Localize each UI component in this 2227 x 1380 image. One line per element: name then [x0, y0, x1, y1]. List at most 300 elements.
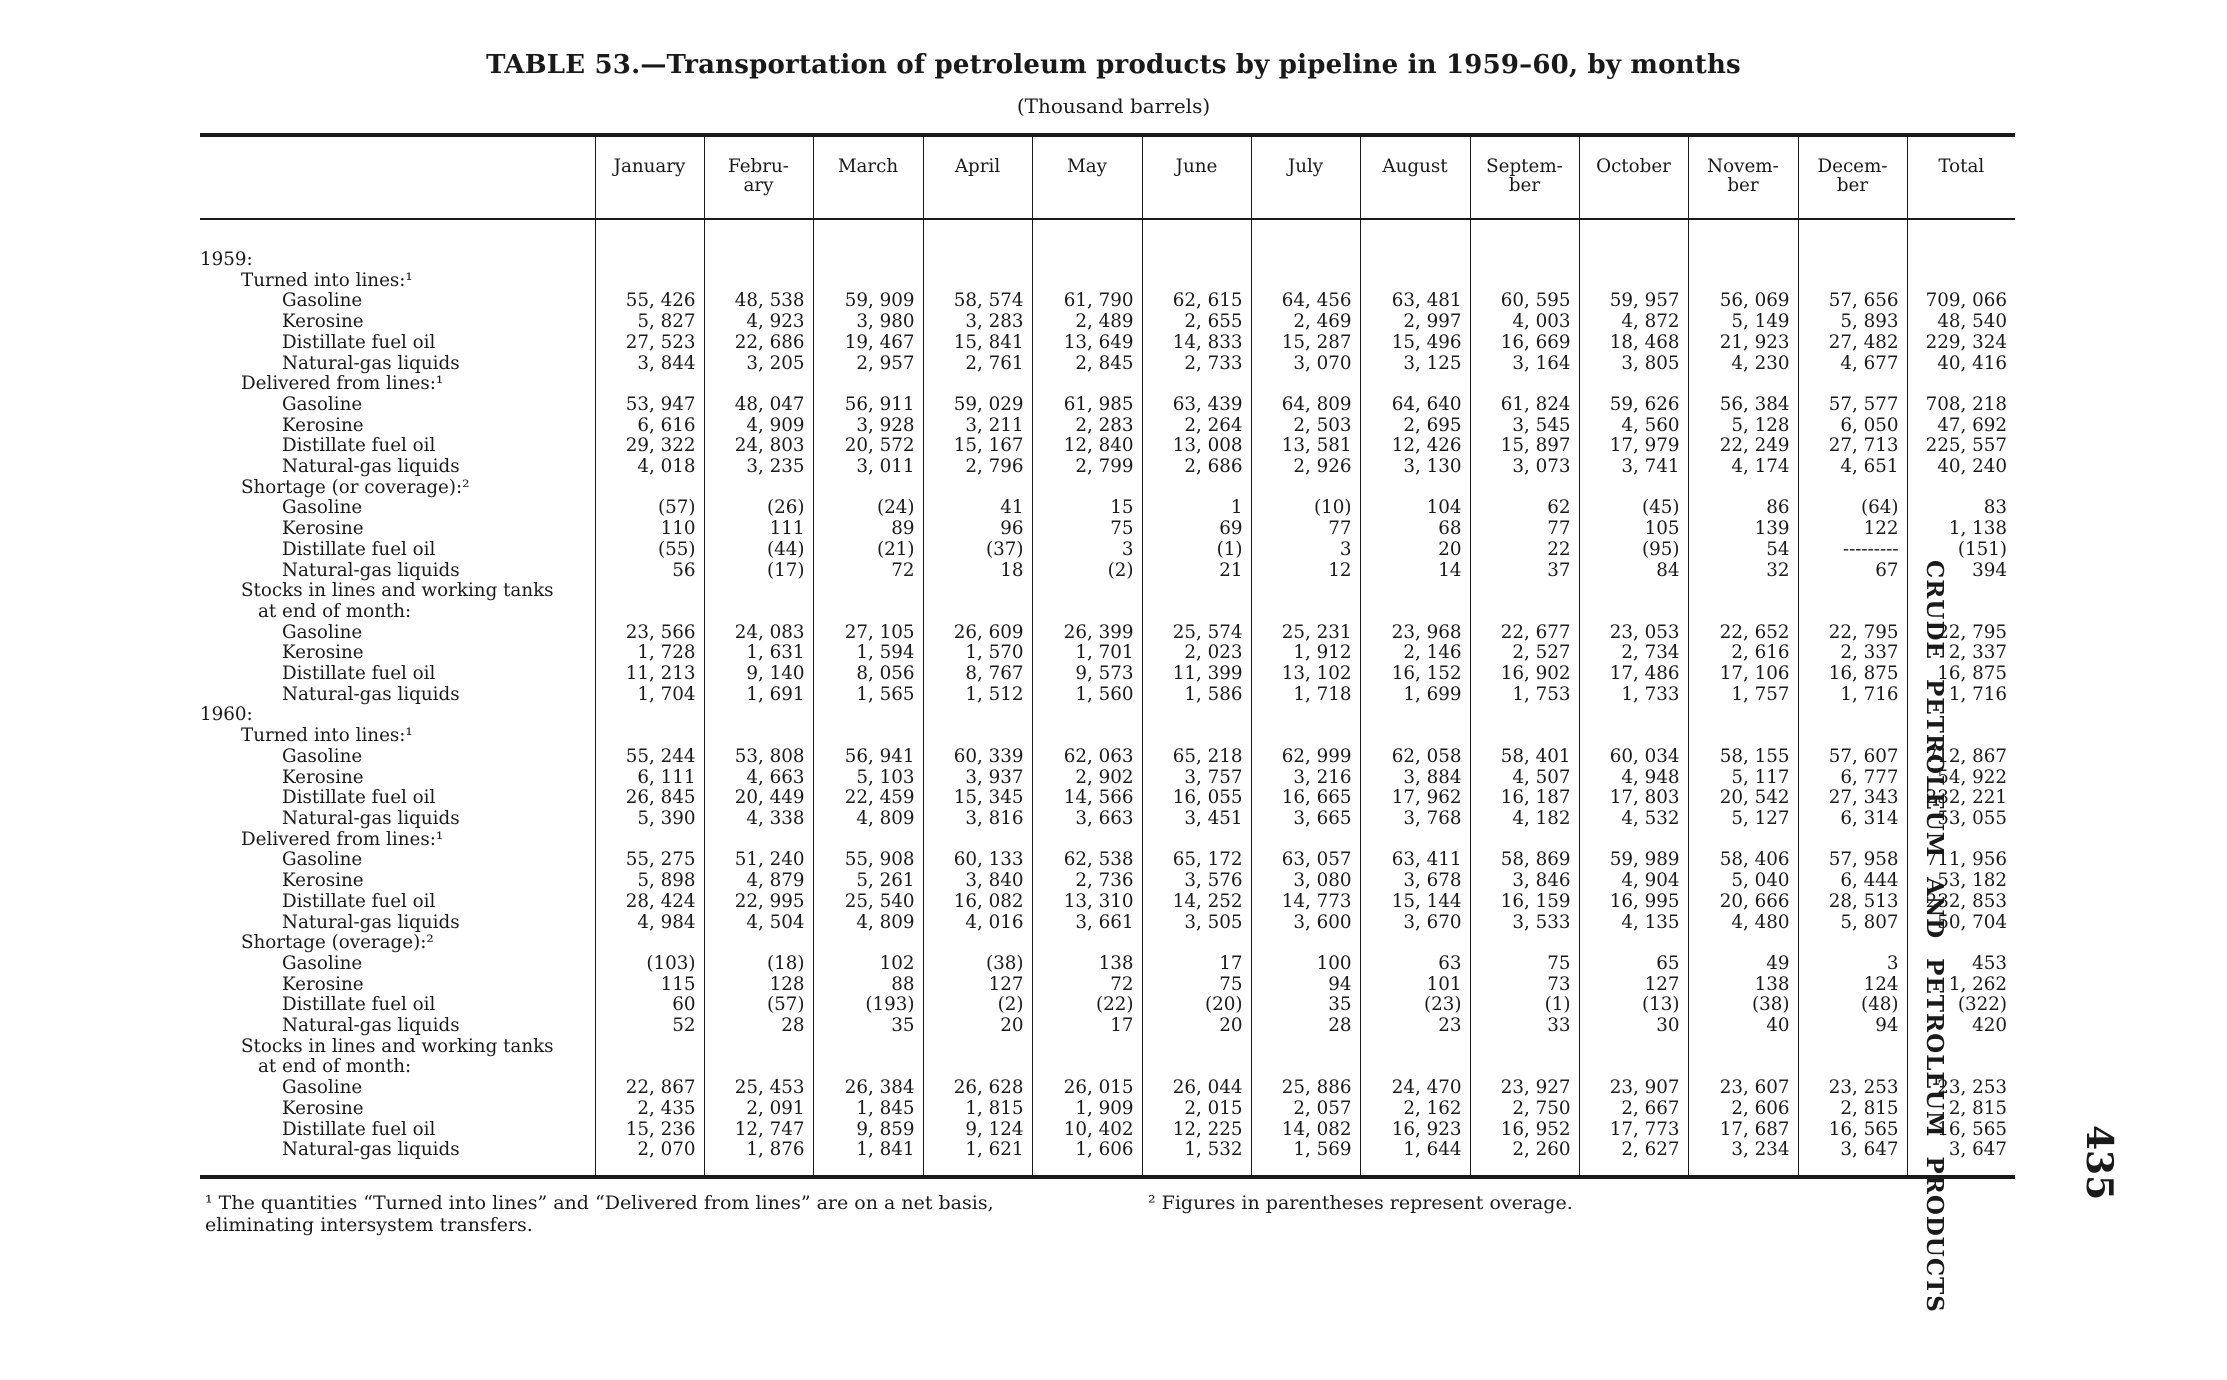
table-cell: 4, 904 [1579, 871, 1688, 892]
table-cell: 27, 482 [1798, 333, 1907, 354]
row-label-text: Turned into lines:¹ [241, 726, 413, 747]
row-label-text: Delivered from lines:¹ [241, 829, 444, 850]
table-cell: 15, 897 [1470, 436, 1579, 457]
row-label-text: Stocks in lines and working tanks [241, 581, 554, 602]
row-label [200, 995, 595, 1016]
table-cell [704, 705, 813, 726]
row-label-text: Kerosine [282, 643, 364, 664]
column-header: July [1251, 135, 1360, 219]
table-cell: 1, 570 [923, 643, 1032, 664]
row-label [200, 1140, 595, 1177]
table-cell: 127 [1579, 975, 1688, 996]
table-cell: 29, 322 [595, 436, 704, 457]
column-header: March [813, 135, 923, 219]
table-cell: (23) [1360, 995, 1470, 1016]
table-cell: 26, 384 [813, 1078, 923, 1099]
table-cell [923, 250, 1032, 271]
table-cell: 4, 504 [704, 913, 813, 934]
table-cell: 3, 937 [923, 768, 1032, 789]
table-cell: 17, 106 [1688, 664, 1798, 685]
row-label [200, 291, 595, 312]
table-cell: 2, 091 [704, 1099, 813, 1120]
table-cell [923, 726, 1032, 747]
table-cell: 708, 218 [1907, 395, 2015, 416]
table-cell [1360, 478, 1470, 499]
table-cell: 23, 968 [1360, 623, 1470, 644]
table-cell: 23, 053 [1579, 623, 1688, 644]
table-cell: 24, 470 [1360, 1078, 1470, 1099]
table-cell: 15, 167 [923, 436, 1032, 457]
table-cell: 1, 532 [1142, 1140, 1251, 1177]
table-cell: 48, 047 [704, 395, 813, 416]
table-cell: 49 [1688, 954, 1798, 975]
table-row [200, 933, 2015, 954]
row-label [200, 830, 595, 851]
table-row [200, 768, 2015, 789]
table-cell: 53, 808 [704, 747, 813, 768]
table-cell: 20, 542 [1688, 788, 1798, 809]
table-cell [1251, 581, 1360, 602]
table-row [200, 581, 2015, 602]
table-cell [1798, 726, 1907, 747]
table-cell: 2, 023 [1142, 643, 1251, 664]
table-cell: 40 [1688, 1016, 1798, 1037]
table-cell: 52 [595, 1016, 704, 1037]
table-cell: 2, 627 [1579, 1140, 1688, 1177]
table-row [200, 871, 2015, 892]
table-cell: 12, 840 [1032, 436, 1142, 457]
table-cell: 10, 402 [1032, 1120, 1142, 1141]
table-cell: 22, 249 [1688, 436, 1798, 457]
table-cell: 5, 261 [813, 871, 923, 892]
table-cell [1360, 1057, 1470, 1078]
table-row [200, 561, 2015, 582]
table-row [200, 975, 2015, 996]
table-cell: 2, 997 [1360, 312, 1470, 333]
table-cell [1907, 271, 2015, 292]
table-cell: 15, 345 [923, 788, 1032, 809]
table-cell [1688, 933, 1798, 954]
table-cell: 232, 853 [1907, 892, 2015, 913]
table-cell: 3, 216 [1251, 768, 1360, 789]
table-cell [704, 1037, 813, 1058]
table-cell: 64, 640 [1360, 395, 1470, 416]
table-cell: 4, 560 [1579, 416, 1688, 437]
row-label-text: Natural-gas liquids [282, 912, 460, 933]
table-cell: 420 [1907, 1016, 2015, 1037]
table-cell: 16, 665 [1251, 788, 1360, 809]
table-cell: 53, 055 [1907, 809, 2015, 830]
row-label [200, 1057, 595, 1078]
table-cell [813, 1057, 923, 1078]
column-header: October [1579, 135, 1688, 219]
table-cell: 1, 138 [1907, 519, 2015, 540]
table-cell: 16, 187 [1470, 788, 1579, 809]
table-cell: 709, 066 [1907, 291, 2015, 312]
table-cell: 35 [1251, 995, 1360, 1016]
table-row [200, 1099, 2015, 1120]
table-cell [813, 250, 923, 271]
table-title: TABLE 53.—Transportation of petroleum products by pipeline in 1959–60, by months [486, 50, 1741, 80]
table-cell [1907, 478, 2015, 499]
table-cell: 3, 070 [1251, 354, 1360, 375]
table-body [200, 219, 2015, 1177]
table-cell [1470, 830, 1579, 851]
table-cell: 225, 557 [1907, 436, 2015, 457]
table-cell: (55) [595, 540, 704, 561]
table-cell [923, 478, 1032, 499]
table-cell: 23, 927 [1470, 1078, 1579, 1099]
row-label [200, 933, 595, 954]
table-cell: 16, 159 [1470, 892, 1579, 913]
table-cell [923, 1037, 1032, 1058]
table-cell: 1, 644 [1360, 1140, 1470, 1177]
table-cell: 1, 912 [1251, 643, 1360, 664]
table-cell: 26, 609 [923, 623, 1032, 644]
table-cell [1032, 1057, 1142, 1078]
row-label-text: Gasoline [282, 498, 363, 519]
table-cell: 16, 875 [1798, 664, 1907, 685]
table-cell: 26, 845 [595, 788, 704, 809]
table-cell: 4, 663 [704, 768, 813, 789]
table-cell: 22, 459 [813, 788, 923, 809]
table-cell: 4, 182 [1470, 809, 1579, 830]
table-cell: 22, 795 [1907, 623, 2015, 644]
table-cell [704, 478, 813, 499]
table-cell: 3, 665 [1251, 809, 1360, 830]
table-cell: 11, 213 [595, 664, 704, 685]
table-cell: 13, 581 [1251, 436, 1360, 457]
table-cell: 55, 275 [595, 850, 704, 871]
table-cell: 27, 523 [595, 333, 704, 354]
table-cell: 2, 799 [1032, 457, 1142, 478]
table-cell: 3, 451 [1142, 809, 1251, 830]
table-cell: 22, 686 [704, 333, 813, 354]
row-label-text: Kerosine [282, 974, 364, 995]
table-cell [1360, 374, 1470, 395]
table-cell [1032, 933, 1142, 954]
table-cell: 3, 805 [1579, 354, 1688, 375]
table-cell: 9, 124 [923, 1120, 1032, 1141]
table-cell: 28, 513 [1798, 892, 1907, 913]
table-cell: 3, 533 [1470, 913, 1579, 934]
table-cell: 1, 560 [1032, 685, 1142, 706]
table-cell: 48, 538 [704, 291, 813, 312]
row-label-text: Distillate fuel oil [282, 664, 436, 685]
table-cell [1798, 478, 1907, 499]
row-label-text: Gasoline [282, 394, 363, 415]
table-cell: 65 [1579, 954, 1688, 975]
table-cell [1251, 374, 1360, 395]
row-label [200, 768, 595, 789]
table-cell: 17 [1142, 954, 1251, 975]
table-cell: 2, 489 [1032, 312, 1142, 333]
table-cell: 84 [1579, 561, 1688, 582]
table-cell: 2, 761 [923, 354, 1032, 375]
table-row [200, 271, 2015, 292]
table-cell: 4, 174 [1688, 457, 1798, 478]
table-cell: 41 [923, 498, 1032, 519]
table-cell [1798, 933, 1907, 954]
table-cell: 100 [1251, 954, 1360, 975]
table-cell [1142, 1037, 1251, 1058]
table-cell: 4, 872 [1579, 312, 1688, 333]
table-cell: 94 [1798, 1016, 1907, 1037]
table-cell: 17, 773 [1579, 1120, 1688, 1141]
table-cell [923, 830, 1032, 851]
table-cell: 2, 796 [923, 457, 1032, 478]
table-cell: 16, 082 [923, 892, 1032, 913]
table-cell: 58, 869 [1470, 850, 1579, 871]
table-cell: 50, 704 [1907, 913, 2015, 934]
table-cell: 64, 809 [1251, 395, 1360, 416]
table-cell: 2, 750 [1470, 1099, 1579, 1120]
table-cell: 69 [1142, 519, 1251, 540]
table-cell: 3, 816 [923, 809, 1032, 830]
table-cell [1470, 705, 1579, 726]
row-label [200, 788, 595, 809]
table-cell: 11, 399 [1142, 664, 1251, 685]
row-label-text: at end of month: [258, 601, 412, 622]
table-cell [1798, 271, 1907, 292]
table-cell [1032, 602, 1142, 623]
column-header: August [1360, 135, 1470, 219]
table-cell: 2, 736 [1032, 871, 1142, 892]
table-cell: 25, 540 [813, 892, 923, 913]
table-cell: (57) [704, 995, 813, 1016]
table-cell: 26, 399 [1032, 623, 1142, 644]
table-cell: 16, 952 [1470, 1120, 1579, 1141]
row-label-text: Distillate fuel oil [282, 539, 436, 560]
row-label [200, 581, 595, 602]
table-cell: 61, 824 [1470, 395, 1579, 416]
table-cell: 16, 669 [1470, 333, 1579, 354]
table-row [200, 374, 2015, 395]
table-cell: 1, 733 [1579, 685, 1688, 706]
table-cell: 2, 733 [1142, 354, 1251, 375]
row-label-text: 1960: [200, 705, 253, 726]
table-cell: 21 [1142, 561, 1251, 582]
table-cell: 24, 803 [704, 436, 813, 457]
table-cell [704, 271, 813, 292]
table-cell [1798, 1057, 1907, 1078]
table-cell [1798, 602, 1907, 623]
table-cell [1579, 830, 1688, 851]
table-cell [1688, 250, 1798, 271]
table-cell: 5, 103 [813, 768, 923, 789]
table-cell: 1 [1142, 498, 1251, 519]
table-cell: 62, 615 [1142, 291, 1251, 312]
table-cell: 30 [1579, 1016, 1688, 1037]
table-cell: 23, 907 [1579, 1078, 1688, 1099]
table-cell [1470, 374, 1579, 395]
table-cell: 32 [1688, 561, 1798, 582]
table-cell: 15 [1032, 498, 1142, 519]
table-cell [1142, 478, 1251, 499]
table-cell: 58, 401 [1470, 747, 1579, 768]
table-cell [1142, 374, 1251, 395]
table-cell: 2, 162 [1360, 1099, 1470, 1120]
table-cell: (24) [813, 498, 923, 519]
row-label [200, 685, 595, 706]
table-cell [1032, 1037, 1142, 1058]
table-cell [1032, 726, 1142, 747]
table-cell: 127 [923, 975, 1032, 996]
table-cell: 5, 807 [1798, 913, 1907, 934]
table-cell [1579, 705, 1688, 726]
table-cell: 14, 082 [1251, 1120, 1360, 1141]
row-label-text: Gasoline [282, 746, 363, 767]
row-label [200, 416, 595, 437]
table-row [200, 664, 2015, 685]
row-label [200, 913, 595, 934]
table-cell: 13, 008 [1142, 436, 1251, 457]
table-cell: (103) [595, 954, 704, 975]
table-cell [1032, 250, 1142, 271]
table-cell [595, 602, 704, 623]
table-row [200, 540, 2015, 561]
table-cell: 1, 586 [1142, 685, 1251, 706]
table-cell: 2, 503 [1251, 416, 1360, 437]
table-cell: 5, 827 [595, 312, 704, 333]
row-label-text: Kerosine [282, 519, 364, 540]
table-cell: 59, 626 [1579, 395, 1688, 416]
table-cell: 55, 426 [595, 291, 704, 312]
table-cell: 21, 923 [1688, 333, 1798, 354]
table-cell: 4, 909 [704, 416, 813, 437]
table-row [200, 354, 2015, 375]
table-cell: 3, 670 [1360, 913, 1470, 934]
spacer-row [200, 219, 2015, 250]
table-cell: (45) [1579, 498, 1688, 519]
table-cell: 2, 015 [1142, 1099, 1251, 1120]
table-cell: 3, 011 [813, 457, 923, 478]
table-cell: 28 [1251, 1016, 1360, 1037]
footnote-2: ² Figures in parentheses represent overage. [1148, 1192, 1573, 1214]
table-cell: 56, 069 [1688, 291, 1798, 312]
table-row [200, 1078, 2015, 1099]
table-cell [813, 602, 923, 623]
table-cell: 1, 512 [923, 685, 1032, 706]
table-cell: 22, 652 [1688, 623, 1798, 644]
table-cell: 6, 111 [595, 768, 704, 789]
table-cell: 1, 876 [704, 1140, 813, 1177]
table-cell: 1, 569 [1251, 1140, 1360, 1177]
table-cell [1579, 581, 1688, 602]
table-cell: 59, 989 [1579, 850, 1688, 871]
table-cell [813, 830, 923, 851]
table-row [200, 395, 2015, 416]
table-row [200, 726, 2015, 747]
table-cell [1251, 478, 1360, 499]
table-cell: 3, 678 [1360, 871, 1470, 892]
table-cell: (38) [923, 954, 1032, 975]
row-label-text: 1959: [200, 250, 253, 270]
table-cell [1688, 271, 1798, 292]
table-cell: (17) [704, 561, 813, 582]
table-cell: 5, 128 [1688, 416, 1798, 437]
table-cell: 16, 902 [1470, 664, 1579, 685]
table-cell [1688, 726, 1798, 747]
table-row [200, 519, 2015, 540]
table-cell [1470, 1057, 1579, 1078]
table-cell [1688, 830, 1798, 851]
table-cell [1470, 250, 1579, 271]
table-cell [1798, 830, 1907, 851]
table-cell: 22, 995 [704, 892, 813, 913]
table-cell [1688, 602, 1798, 623]
table-cell: 232, 221 [1907, 788, 2015, 809]
table-cell: 83 [1907, 498, 2015, 519]
table-cell: 22 [1470, 540, 1579, 561]
table-cell: 20, 572 [813, 436, 923, 457]
table-cell [1032, 478, 1142, 499]
table-cell: 5, 893 [1798, 312, 1907, 333]
table-cell: 60 [595, 995, 704, 1016]
table-cell: 62, 999 [1251, 747, 1360, 768]
table-row [200, 809, 2015, 830]
table-row [200, 850, 2015, 871]
table-cell: 15, 144 [1360, 892, 1470, 913]
table-cell: 2, 337 [1798, 643, 1907, 664]
table-row [200, 623, 2015, 644]
table-cell [1470, 933, 1579, 954]
table-cell: 64, 456 [1251, 291, 1360, 312]
table-cell [1688, 1057, 1798, 1078]
table-cell: (13) [1579, 995, 1688, 1016]
table-cell: 3, 505 [1142, 913, 1251, 934]
table-cell: 115 [595, 975, 704, 996]
table-cell: 13, 102 [1251, 664, 1360, 685]
table-cell [704, 581, 813, 602]
table-cell: 17, 962 [1360, 788, 1470, 809]
table-cell [1360, 581, 1470, 602]
table-cell [1360, 271, 1470, 292]
table-cell [1470, 271, 1579, 292]
table-cell: 65, 172 [1142, 850, 1251, 871]
table-cell [813, 581, 923, 602]
table-cell: 2, 686 [1142, 457, 1251, 478]
table-cell: 48, 540 [1907, 312, 2015, 333]
table-cell [1798, 1037, 1907, 1058]
table-cell: 35 [813, 1016, 923, 1037]
table-cell [595, 933, 704, 954]
table-cell: 3, 235 [704, 457, 813, 478]
row-label-text: Natural-gas liquids [282, 353, 460, 374]
table-cell: 57, 958 [1798, 850, 1907, 871]
table-cell: 86 [1688, 498, 1798, 519]
row-label-text: Turned into lines:¹ [241, 270, 413, 291]
row-label-text: Gasoline [282, 622, 363, 643]
table-cell: (2) [1032, 561, 1142, 582]
table-cell: 26, 044 [1142, 1078, 1251, 1099]
table-cell: 4, 003 [1470, 312, 1579, 333]
table-cell: 33 [1470, 1016, 1579, 1037]
column-header: Novem- ber [1688, 135, 1798, 219]
table-cell: 1, 565 [813, 685, 923, 706]
table-row [200, 892, 2015, 913]
row-label [200, 705, 595, 726]
table-cell: 22, 867 [595, 1078, 704, 1099]
column-header: Total [1907, 135, 2015, 219]
table-cell [595, 705, 704, 726]
table-cell: 14, 252 [1142, 892, 1251, 913]
table-cell [813, 726, 923, 747]
table-cell: 4, 809 [813, 913, 923, 934]
table-cell [1142, 271, 1251, 292]
table-cell [1798, 250, 1907, 271]
table-cell: 77 [1251, 519, 1360, 540]
